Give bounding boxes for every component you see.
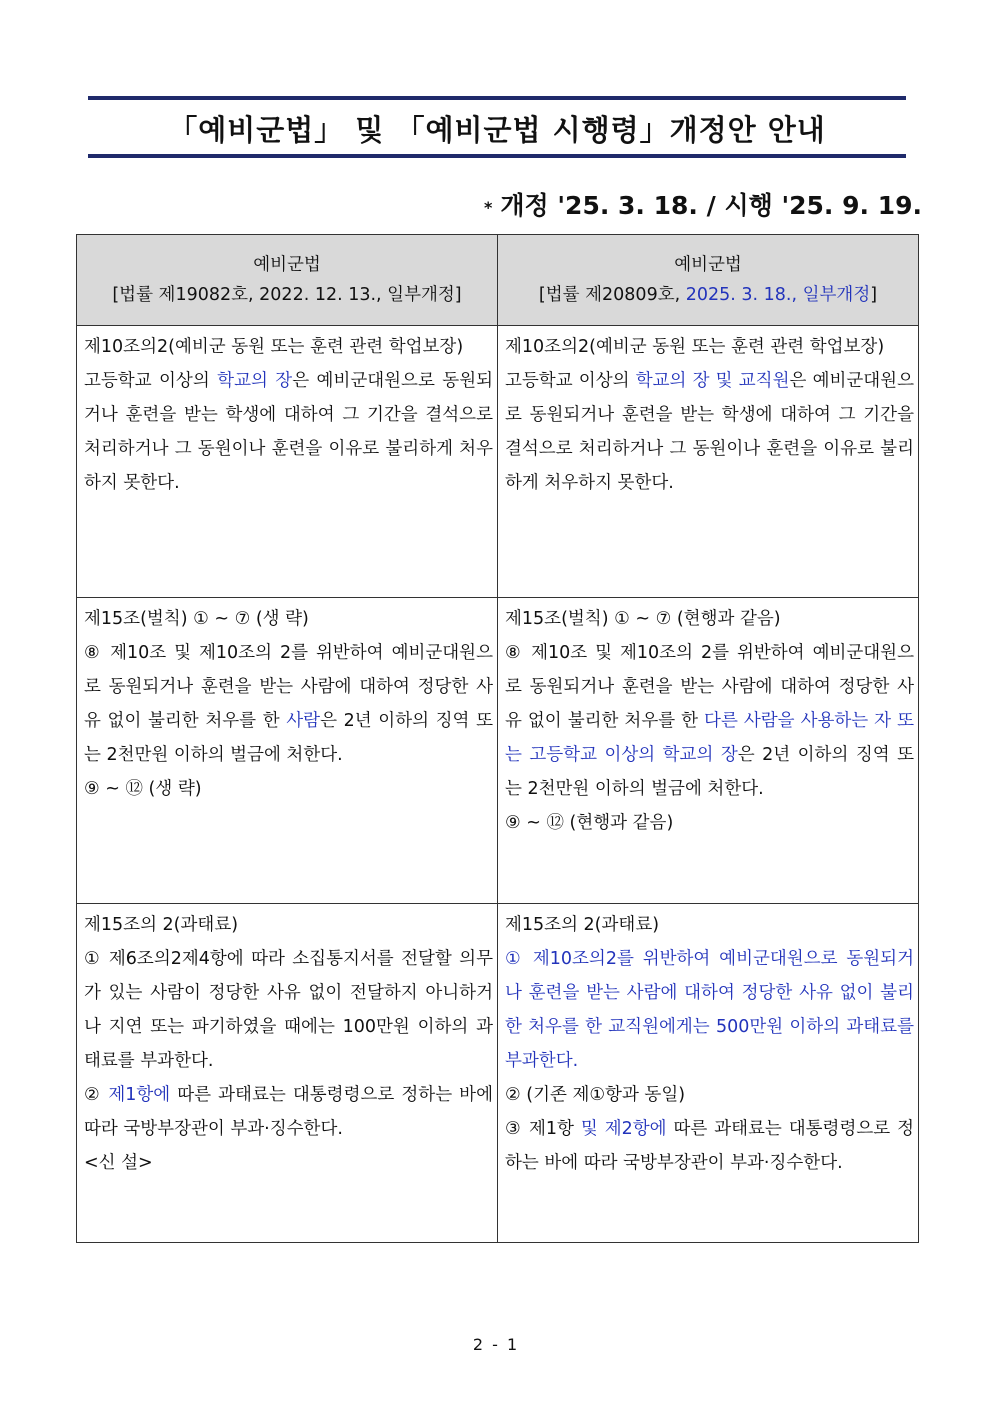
body-text: 은 2년 이하의 징역 또는 2천만원 이하의 벌금에 처한다. bbox=[84, 711, 493, 765]
body-text: 고등학교 이상의 bbox=[505, 371, 636, 391]
new-law-ref-date: 2025. 3. 18., 일부개정 bbox=[685, 285, 871, 305]
effective-date-note bbox=[484, 186, 922, 222]
new-law-ref-suffix: ] bbox=[870, 285, 878, 305]
clause-2 bbox=[84, 1078, 493, 1146]
effective-date-text: 개정 '25. 3. 18. / 시행 '25. 9. 19. bbox=[500, 191, 922, 220]
new-article-10-2 bbox=[498, 326, 919, 598]
body-text: 은 예비군대원으로 동원되거나 훈련을 받는 학생에 대하여 그 기간을 결석으로 처리하거나 그 동원이나 훈련을 이유로 불리하게 처우하지 못한다. bbox=[84, 371, 493, 493]
clause-2: ② (기존 제①항과 동일) bbox=[505, 1085, 686, 1105]
old-law-name: 예비군법 bbox=[253, 255, 321, 275]
article-heading: 제10조의2(예비군 동원 또는 훈련 관련 학업보장) bbox=[505, 337, 885, 357]
article-tail: ⑨ ~ ⑫ (생 략) bbox=[84, 779, 202, 799]
old-article-15-2 bbox=[77, 904, 498, 1243]
body-text: 따른 과태료는 대통령령으로 정하는 바에 따라 국방부장관이 부과·징수한다. bbox=[84, 1085, 493, 1139]
article-heading: 제15조(벌칙) ① ~ ⑦ (현행과 같음) bbox=[505, 609, 781, 629]
article-body bbox=[84, 364, 493, 500]
clause-1: ① 제10조의2를 위반하여 예비군대원으로 동원되거나 훈련을 받는 사람에 대하여 정당한 사유 없이 불리한 처우를 한 교직원에게는 500만원 이하의 과태료를 부과한다. bbox=[505, 949, 914, 1071]
comparison-table bbox=[76, 234, 919, 1243]
article-heading: 제15조의 2(과태료) bbox=[84, 915, 239, 935]
article-heading: 제10조의2(예비군 동원 또는 훈련 관련 학업보장) bbox=[84, 337, 464, 357]
body-text: ② bbox=[84, 1085, 109, 1105]
article-heading: 제15조(벌칙) ① ~ ⑦ (생 략) bbox=[84, 609, 309, 629]
clause-1: ① 제6조의2제4항에 따라 소집통지서를 전달할 의무가 있는 사람이 정당한 사유 없이 전달하지 아니하거나 지연 또는 파기하였을 때에는 100만원 이하의 과태료를 부과한다. bbox=[84, 949, 493, 1071]
highlight-text: 제2항에 bbox=[604, 1119, 667, 1139]
title-top-rule bbox=[88, 96, 906, 100]
clause-3 bbox=[505, 1112, 914, 1180]
article-body bbox=[505, 636, 914, 806]
article-body bbox=[505, 364, 914, 500]
page-number: 2 - 1 bbox=[472, 1335, 520, 1354]
new-law-name: 예비군법 bbox=[674, 255, 742, 275]
highlight-text: 제1항에 bbox=[108, 1085, 171, 1105]
article-tail: ⑨ ~ ⑫ (현행과 같음) bbox=[505, 813, 674, 833]
old-article-15 bbox=[77, 598, 498, 904]
body-text: ⑧ 제10조 및 제10조의 2를 위반하여 예비군대원으로 동원되거나 훈련을 받는 사람에 대하여 정당한 사유 없이 불리한 처우를 한 bbox=[505, 643, 914, 731]
table-row bbox=[77, 598, 919, 904]
body-text: ③ 제1항 bbox=[505, 1119, 581, 1139]
body-text bbox=[598, 1119, 605, 1139]
new-article-15-2 bbox=[498, 904, 919, 1243]
asterisk-marker: * bbox=[484, 197, 493, 217]
article-body bbox=[84, 636, 493, 772]
old-article-10-2 bbox=[77, 326, 498, 598]
title-block bbox=[88, 96, 906, 160]
new-law-header bbox=[498, 235, 919, 326]
body-text: 은 예비군대원으로 동원되거나 훈련을 받는 학생에 대하여 그 기간을 결석으로 처리하거나 그 동원이나 훈련을 이유로 불리하게 처우하지 못한다. bbox=[505, 371, 914, 493]
body-text: ⑧ 제10조 및 제10조의 2를 위반하여 예비군대원으로 동원되거나 훈련을 받는 사람에 대하여 정당한 사유 없이 불리한 처우를 한 bbox=[84, 643, 493, 731]
new-article-15 bbox=[498, 598, 919, 904]
new-clause-mark: <신 설> bbox=[84, 1153, 153, 1173]
table-header-row bbox=[77, 235, 919, 326]
title-bottom-rule bbox=[88, 154, 906, 158]
new-law-ref-prefix: [법률 제20809호, bbox=[538, 285, 686, 305]
article-heading: 제15조의 2(과태료) bbox=[505, 915, 660, 935]
old-law-header bbox=[77, 235, 498, 326]
new-law-reference bbox=[502, 280, 914, 310]
body-text: 따른 과태료는 대통령령으로 정하는 바에 따라 국방부장관이 부과·징수한다. bbox=[505, 1119, 914, 1173]
highlight-text: 학교의 장 bbox=[217, 371, 293, 391]
body-text: 고등학교 이상의 bbox=[84, 371, 218, 391]
highlight-text: 및 bbox=[580, 1119, 598, 1139]
highlight-text: 사람 bbox=[286, 711, 321, 731]
page-title: 「예비군법」 및 「예비군법 시행령」개정안 안내 bbox=[168, 113, 826, 147]
highlight-text: 학교의 장 및 교직원 bbox=[635, 371, 790, 391]
table-row bbox=[77, 326, 919, 598]
old-law-reference: [법률 제19082호, 2022. 12. 13., 일부개정] bbox=[112, 285, 462, 305]
table-row bbox=[77, 904, 919, 1243]
highlight-text: 다른 사람을 사용하는 자 또는 고등학교 이상의 학교의 장 bbox=[505, 711, 914, 765]
body-text: 은 2년 이하의 징역 또는 2천만원 이하의 벌금에 처한다. bbox=[505, 745, 914, 799]
